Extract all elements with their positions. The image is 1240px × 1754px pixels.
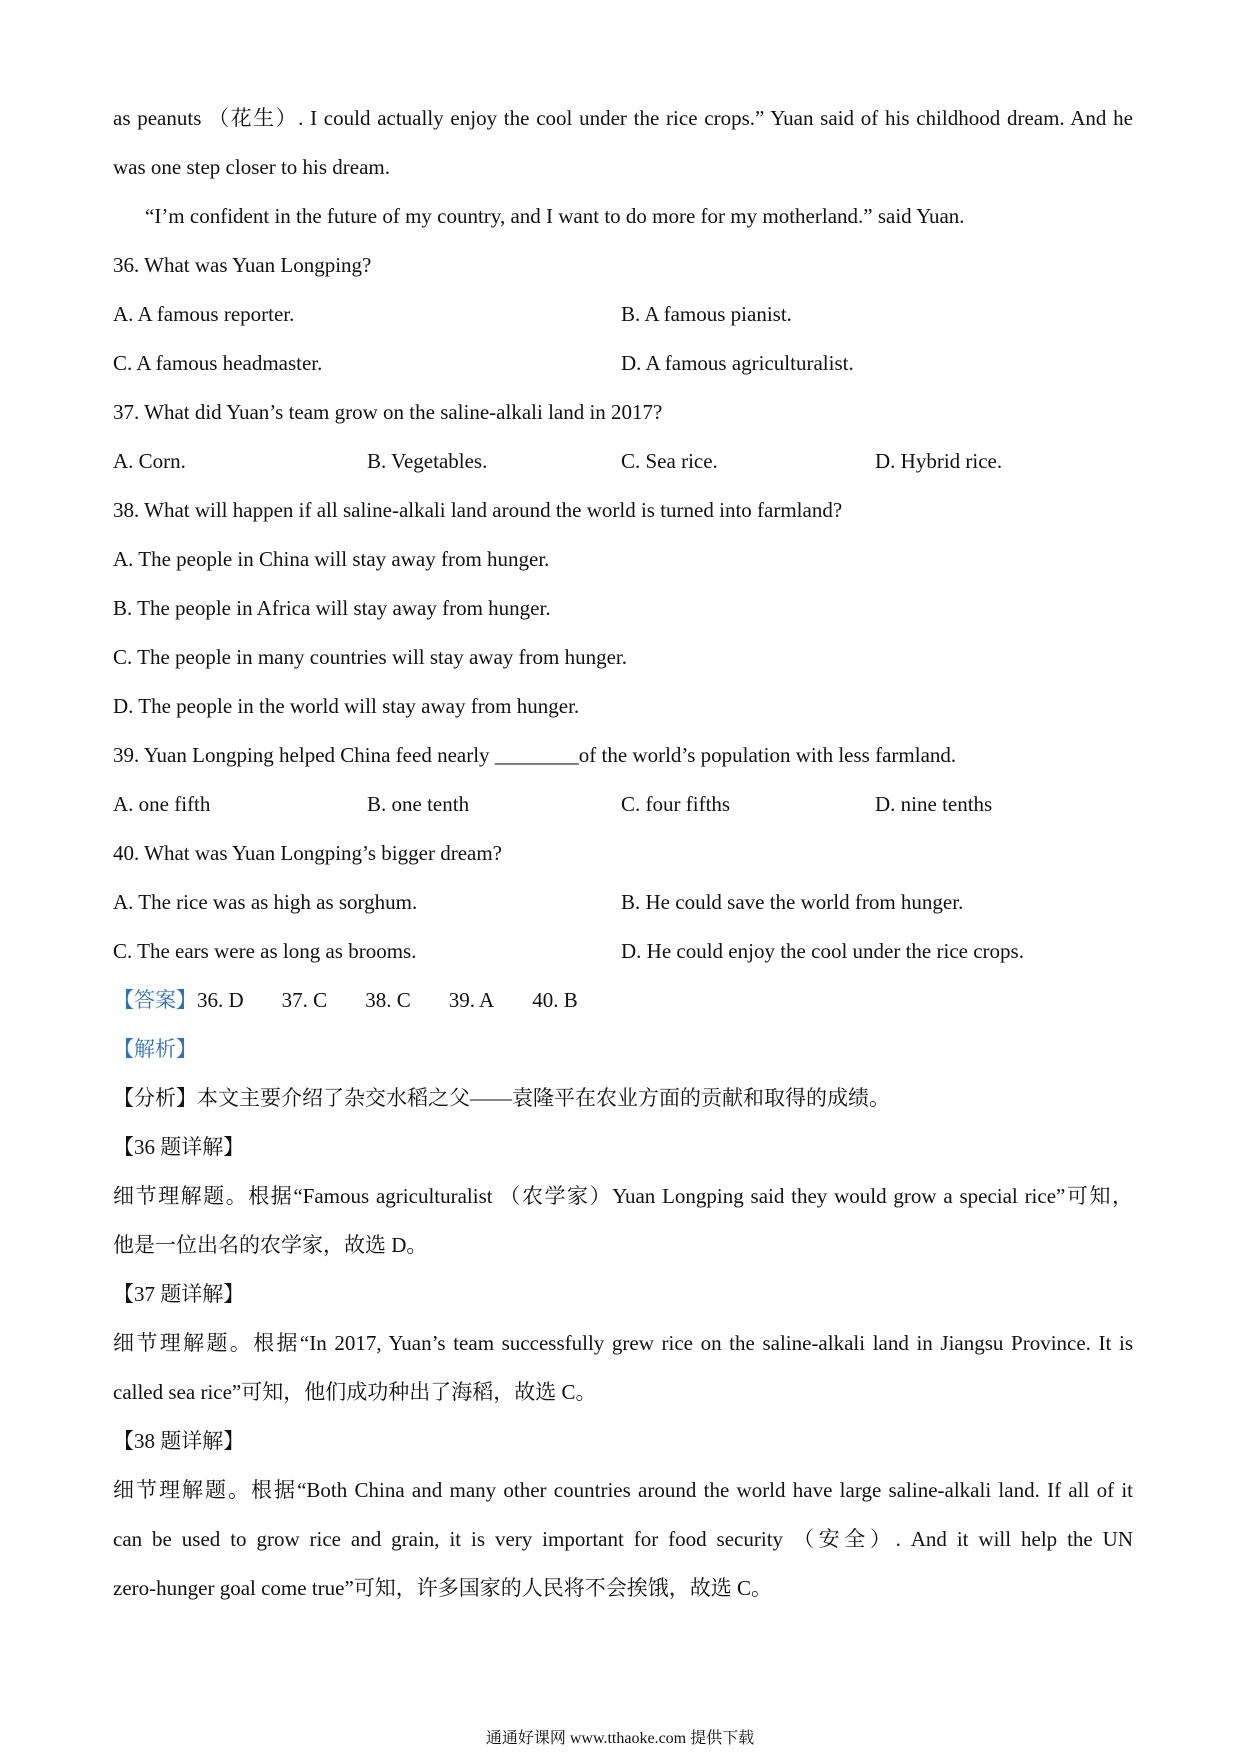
answer-item-39: 39. A — [448, 988, 495, 1012]
question-38-option-d: D. The people in the world will stay away from hunger. — [113, 694, 580, 718]
question-38-option-a: A. The people in China will stay away from hunger. — [113, 547, 550, 571]
question-37-options-row — [113, 446, 1133, 476]
question-38-option-c: C. The people in many countries will stay away from hunger. — [113, 645, 627, 669]
page-footer: 通通好课网 www.tthaoke.com 提供下载 — [485, 1730, 755, 1747]
question-37-option-c: C. Sea rice. — [621, 449, 718, 473]
detail-37-line-1: 细节理解题。根据“In 2017, Yuan’s team successfully grew rice on the saline-alkali land in Jiangsu Province. It is — [113, 1331, 1133, 1355]
question-39-options-row — [113, 789, 1133, 819]
question-40-option-c: C. The ears were as long as brooms. — [113, 939, 417, 963]
question-36-option-c: C. A famous headmaster. — [113, 351, 323, 375]
question-40-options-row-2 — [113, 936, 1133, 966]
question-39-option-b: B. one tenth — [367, 792, 470, 816]
detail-37-line-2: called sea rice”可知，他们成功种出了海稻，故选 C。 — [113, 1380, 597, 1404]
answer-line — [113, 985, 1133, 1015]
question-38-option-b: B. The people in Africa will stay away from hunger. — [113, 596, 551, 620]
question-37-option-a: A. Corn. — [113, 449, 186, 473]
answer-label: 【答案】 — [113, 988, 197, 1012]
question-39-option-a: A. one fifth — [113, 792, 211, 816]
passage-line-1: as peanuts （花生）. I could actually enjoy the cool under the rice crops.” Yuan said of his childhood dream. And he — [113, 106, 1133, 130]
answer-item-40: 40. B — [532, 988, 578, 1012]
detail-38-line-3: zero-hunger goal come true”可知，许多国家的人民将不会挨饿，故选 C。 — [113, 1576, 773, 1600]
question-39-stem: 39. Yuan Longping helped China feed nearly ________of the world’s population with less farmland. — [113, 743, 957, 767]
question-37-option-d: D. Hybrid rice. — [875, 449, 1003, 473]
detail-38-heading: 【38 题详解】 — [113, 1429, 245, 1453]
question-37-stem: 37. What did Yuan’s team grow on the saline-alkali land in 2017? — [113, 400, 663, 424]
question-39-option-d: D. nine tenths — [875, 792, 993, 816]
detail-36-heading: 【36 题详解】 — [113, 1135, 245, 1159]
question-36-option-b: B. A famous pianist. — [621, 302, 792, 326]
analysis-label: 【解析】 — [113, 1037, 197, 1061]
analysis-summary: 【分析】本文主要介绍了杂交水稻之父——袁隆平在农业方面的贡献和取得的成绩。 — [113, 1086, 890, 1110]
detail-37-heading: 【37 题详解】 — [113, 1282, 245, 1306]
answer-item-37: 37. C — [281, 988, 328, 1012]
question-36-options-row-1 — [113, 299, 1133, 329]
question-40-option-b: B. He could save the world from hunger. — [621, 890, 964, 914]
question-36-options-row-2 — [113, 348, 1133, 378]
question-37-option-b: B. Vegetables. — [367, 449, 488, 473]
passage-line-3: “I’m confident in the future of my country, and I want to do more for my motherland.” said Yuan. — [145, 204, 965, 228]
detail-36-line-1: 细节理解题。根据“Famous agriculturalist （农学家）Yuan Longping said they would grow a special rice”可知， — [113, 1184, 1133, 1208]
question-40-options-row-1 — [113, 887, 1133, 917]
question-40-option-d: D. He could enjoy the cool under the rice crops. — [621, 939, 1024, 963]
passage-line-2: was one step closer to his dream. — [113, 155, 391, 179]
question-36-stem: 36. What was Yuan Longping? — [113, 253, 372, 277]
question-39-option-c: C. four fifths — [621, 792, 731, 816]
question-40-stem: 40. What was Yuan Longping’s bigger dream? — [113, 841, 502, 865]
question-36-option-d: D. A famous agriculturalist. — [621, 351, 854, 375]
question-36-option-a: A. A famous reporter. — [113, 302, 295, 326]
detail-38-line-1: 细节理解题。根据“Both China and many other countries around the world have large saline-alkali land. If all of it — [113, 1478, 1133, 1502]
answer-item-36: 36. D — [197, 988, 244, 1012]
detail-38-line-2: can be used to grow rice and grain, it is very important for food security （安全）. And it will help the UN — [113, 1527, 1133, 1551]
answer-item-38: 38. C — [365, 988, 411, 1012]
detail-36-line-2: 他是一位出名的农学家，故选 D。 — [113, 1233, 428, 1257]
question-40-option-a: A. The rice was as high as sorghum. — [113, 890, 418, 914]
question-38-stem: 38. What will happen if all saline-alkali land around the world is turned into farmland? — [113, 498, 843, 522]
